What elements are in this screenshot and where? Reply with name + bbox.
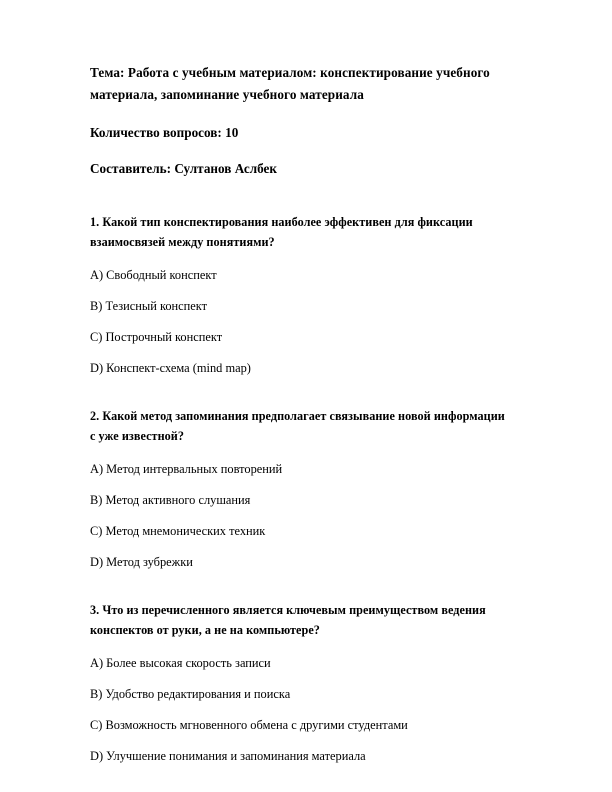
question-text: 3. Что из перечисленного является ключевым преимуществом ведения конспектов от руки, а не на компьютере?	[90, 603, 486, 637]
option-item[interactable]: A) Более высокая скорость записи	[90, 656, 271, 670]
option-item[interactable]: C) Построчный конспект	[90, 330, 223, 344]
question-text: 1. Какой тип конспектирования наиболее эффективен для фиксации взаимосвязей между понятиями?	[90, 215, 473, 249]
page-title: Тема: Работа с учебным материалом: конспектирование учебного материала, запоминание учебного материала	[90, 65, 490, 102]
option-item[interactable]: D) Метод зубрежки	[90, 555, 193, 569]
option-list	[90, 460, 510, 571]
question-block	[90, 212, 510, 377]
question-text: 2. Какой метод запоминания предполагает связывание новой информации с уже известной?	[90, 409, 505, 443]
option-item[interactable]: D) Улучшение понимания и запоминания материала	[90, 749, 366, 763]
option-item[interactable]: D) Конспект-схема (mind map)	[90, 361, 251, 375]
question-block	[90, 406, 510, 571]
document-header	[90, 62, 510, 180]
author-label: Составитель: Султанов Аслбек	[90, 161, 278, 176]
option-item[interactable]: B) Удобство редактирования и поиска	[90, 687, 291, 701]
option-item[interactable]: A) Свободный конспект	[90, 268, 217, 282]
question-list	[90, 212, 510, 765]
question-count-label: Количество вопросов: 10	[90, 125, 239, 140]
option-item[interactable]: B) Метод активного слушания	[90, 493, 251, 507]
option-list	[90, 654, 510, 765]
option-item[interactable]: A) Метод интервальных повторений	[90, 462, 283, 476]
option-item[interactable]: B) Тезисный конспект	[90, 299, 208, 313]
option-list	[90, 266, 510, 377]
option-item[interactable]: C) Возможность мгновенного обмена с другими студентами	[90, 718, 408, 732]
question-block	[90, 600, 510, 765]
option-item[interactable]: C) Метод мнемонических техник	[90, 524, 266, 538]
